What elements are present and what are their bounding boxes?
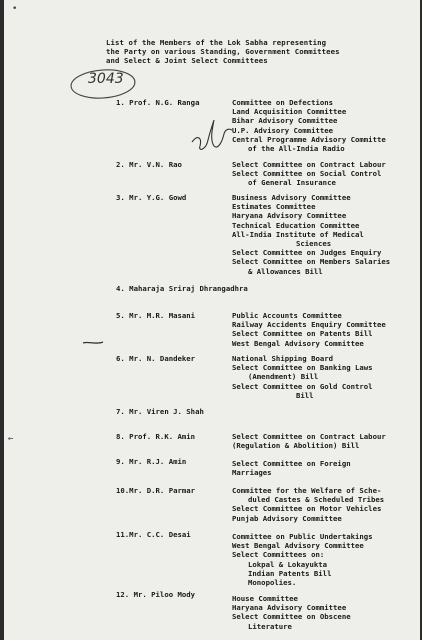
- committee-item: Select Committee on Contract Labour: [232, 432, 386, 441]
- committee-list: [232, 311, 422, 348]
- member-name: 4. Maharaja Sriraj Dhrangadhra: [116, 284, 248, 293]
- committee-item: Marriages: [232, 468, 272, 478]
- member-name: 3. Mr. Y.G. Gowd: [116, 193, 187, 202]
- member-name: 8. Prof. R.K. Amin: [116, 432, 196, 441]
- committee-item: Sciences: [296, 239, 332, 249]
- committee-item: Select Committee on Gold Control: [232, 381, 373, 391]
- committee-list: [232, 98, 422, 153]
- member-name: 7. Mr. Viren J. Shah: [116, 407, 204, 416]
- committee-list: [232, 354, 422, 400]
- committee-item: Indian Patents Bill: [248, 568, 332, 578]
- committee-item: of the All-India Radio: [248, 144, 345, 154]
- committee-item: Haryana Advisory Committee: [232, 211, 347, 221]
- margin-mark-left: ←: [8, 434, 14, 444]
- committee-item: Select Committee on Motor Vehicles: [232, 504, 382, 514]
- committee-item: Committee on Defections: [232, 98, 334, 107]
- committee-item: (Regulation & Abolition) Bill: [232, 441, 360, 451]
- committee-item: duled Castes & Scheduled Tribes: [248, 495, 385, 505]
- committee-item: Select Committee on Foreign: [232, 459, 351, 468]
- committee-item: Lokpal & Lokayukta: [248, 559, 328, 569]
- handwritten-signature: [188, 112, 234, 158]
- committee-item: Haryana Advisory Committee: [232, 603, 347, 613]
- member-name: 10.Mr. D.R. Parmar: [116, 486, 196, 495]
- committee-item: Select Committee on Patents Bill: [232, 329, 373, 339]
- margin-mark-top: •: [12, 4, 18, 14]
- committee-item: Estimates Committee: [232, 202, 316, 212]
- committee-item: Central Programme Advisory Committe: [232, 134, 386, 144]
- committee-item: Technical Education Committee: [232, 220, 360, 230]
- committee-item: Punjab Advisory Committee: [232, 513, 342, 523]
- committee-item: & Allowances Bill: [248, 266, 323, 276]
- committee-item: Bill: [296, 390, 314, 400]
- committee-item: Committee for the Welfare of Sche-: [232, 486, 382, 495]
- document-page: [4, 0, 420, 640]
- committee-item: Public Accounts Committee: [232, 311, 342, 320]
- heading-line-1: List of the Members of the Lok Sabha representing: [106, 38, 327, 47]
- committee-item: Land Acquisition Committee: [232, 107, 347, 117]
- committee-item: Select Committee on Obscene: [232, 612, 351, 622]
- committee-item: Literature: [248, 621, 292, 631]
- heading-line-3: and Select & Joint Select Committees: [106, 56, 268, 65]
- committee-item: House Committee: [232, 594, 298, 603]
- committee-list: [232, 459, 422, 477]
- committee-item: Business Advisory Committee: [232, 193, 351, 202]
- committee-item: U.P. Advisory Committee: [232, 125, 334, 135]
- committee-list: [232, 486, 422, 523]
- committee-item: Select Committee on Judges Enquiry: [232, 248, 382, 258]
- member-name: 6. Mr. N. Dandeker: [116, 354, 196, 363]
- committee-item: Bihar Advisory Committee: [232, 116, 338, 126]
- committee-list: [232, 532, 422, 587]
- member-name: 9. Mr. R.J. Amin: [116, 457, 187, 466]
- committee-item: National Shipping Board: [232, 354, 334, 363]
- committee-item: Select Committee on Banking Laws: [232, 363, 373, 373]
- committee-list: [232, 193, 422, 276]
- member-name: 1. Prof. N.G. Ranga: [116, 98, 200, 107]
- member-name: 11.Mr. C.C. Desai: [116, 530, 191, 539]
- committee-item: Select Committee on Social Control: [232, 169, 382, 179]
- document-heading: [106, 38, 406, 65]
- member-name: 2. Mr. V.N. Rao: [116, 160, 182, 169]
- committee-item: Monopolies.: [248, 578, 297, 588]
- committee-item: All-India Institute of Medical: [232, 229, 364, 239]
- member-name: 5. Mr. M.R. Masani: [116, 311, 196, 320]
- committee-item: Railway Accidents Enquiry Committee: [232, 320, 386, 330]
- committee-item: West Bengal Advisory Committee: [232, 541, 364, 551]
- committee-list: [232, 432, 422, 450]
- committee-item: Select Committee on Members Salaries: [232, 257, 391, 267]
- committee-item: Select Committees on:: [232, 550, 325, 560]
- committee-item: Select Committee on Contract Labour: [232, 160, 386, 169]
- handwritten-dash: [82, 340, 104, 346]
- handwritten-reference-number: 3043: [88, 71, 124, 87]
- committee-item: of General Insurance: [248, 178, 336, 188]
- committee-list: [232, 160, 422, 188]
- committee-item: (Amendment) Bill: [248, 372, 319, 382]
- member-name: 12. Mr. Piloo Mody: [116, 590, 196, 599]
- committee-list: [232, 594, 422, 631]
- committee-item: Committee on Public Undertakings: [232, 532, 373, 541]
- heading-line-2: the Party on various Standing, Government Committees: [106, 47, 340, 56]
- committee-item: West Bengal Advisory Committee: [232, 338, 364, 348]
